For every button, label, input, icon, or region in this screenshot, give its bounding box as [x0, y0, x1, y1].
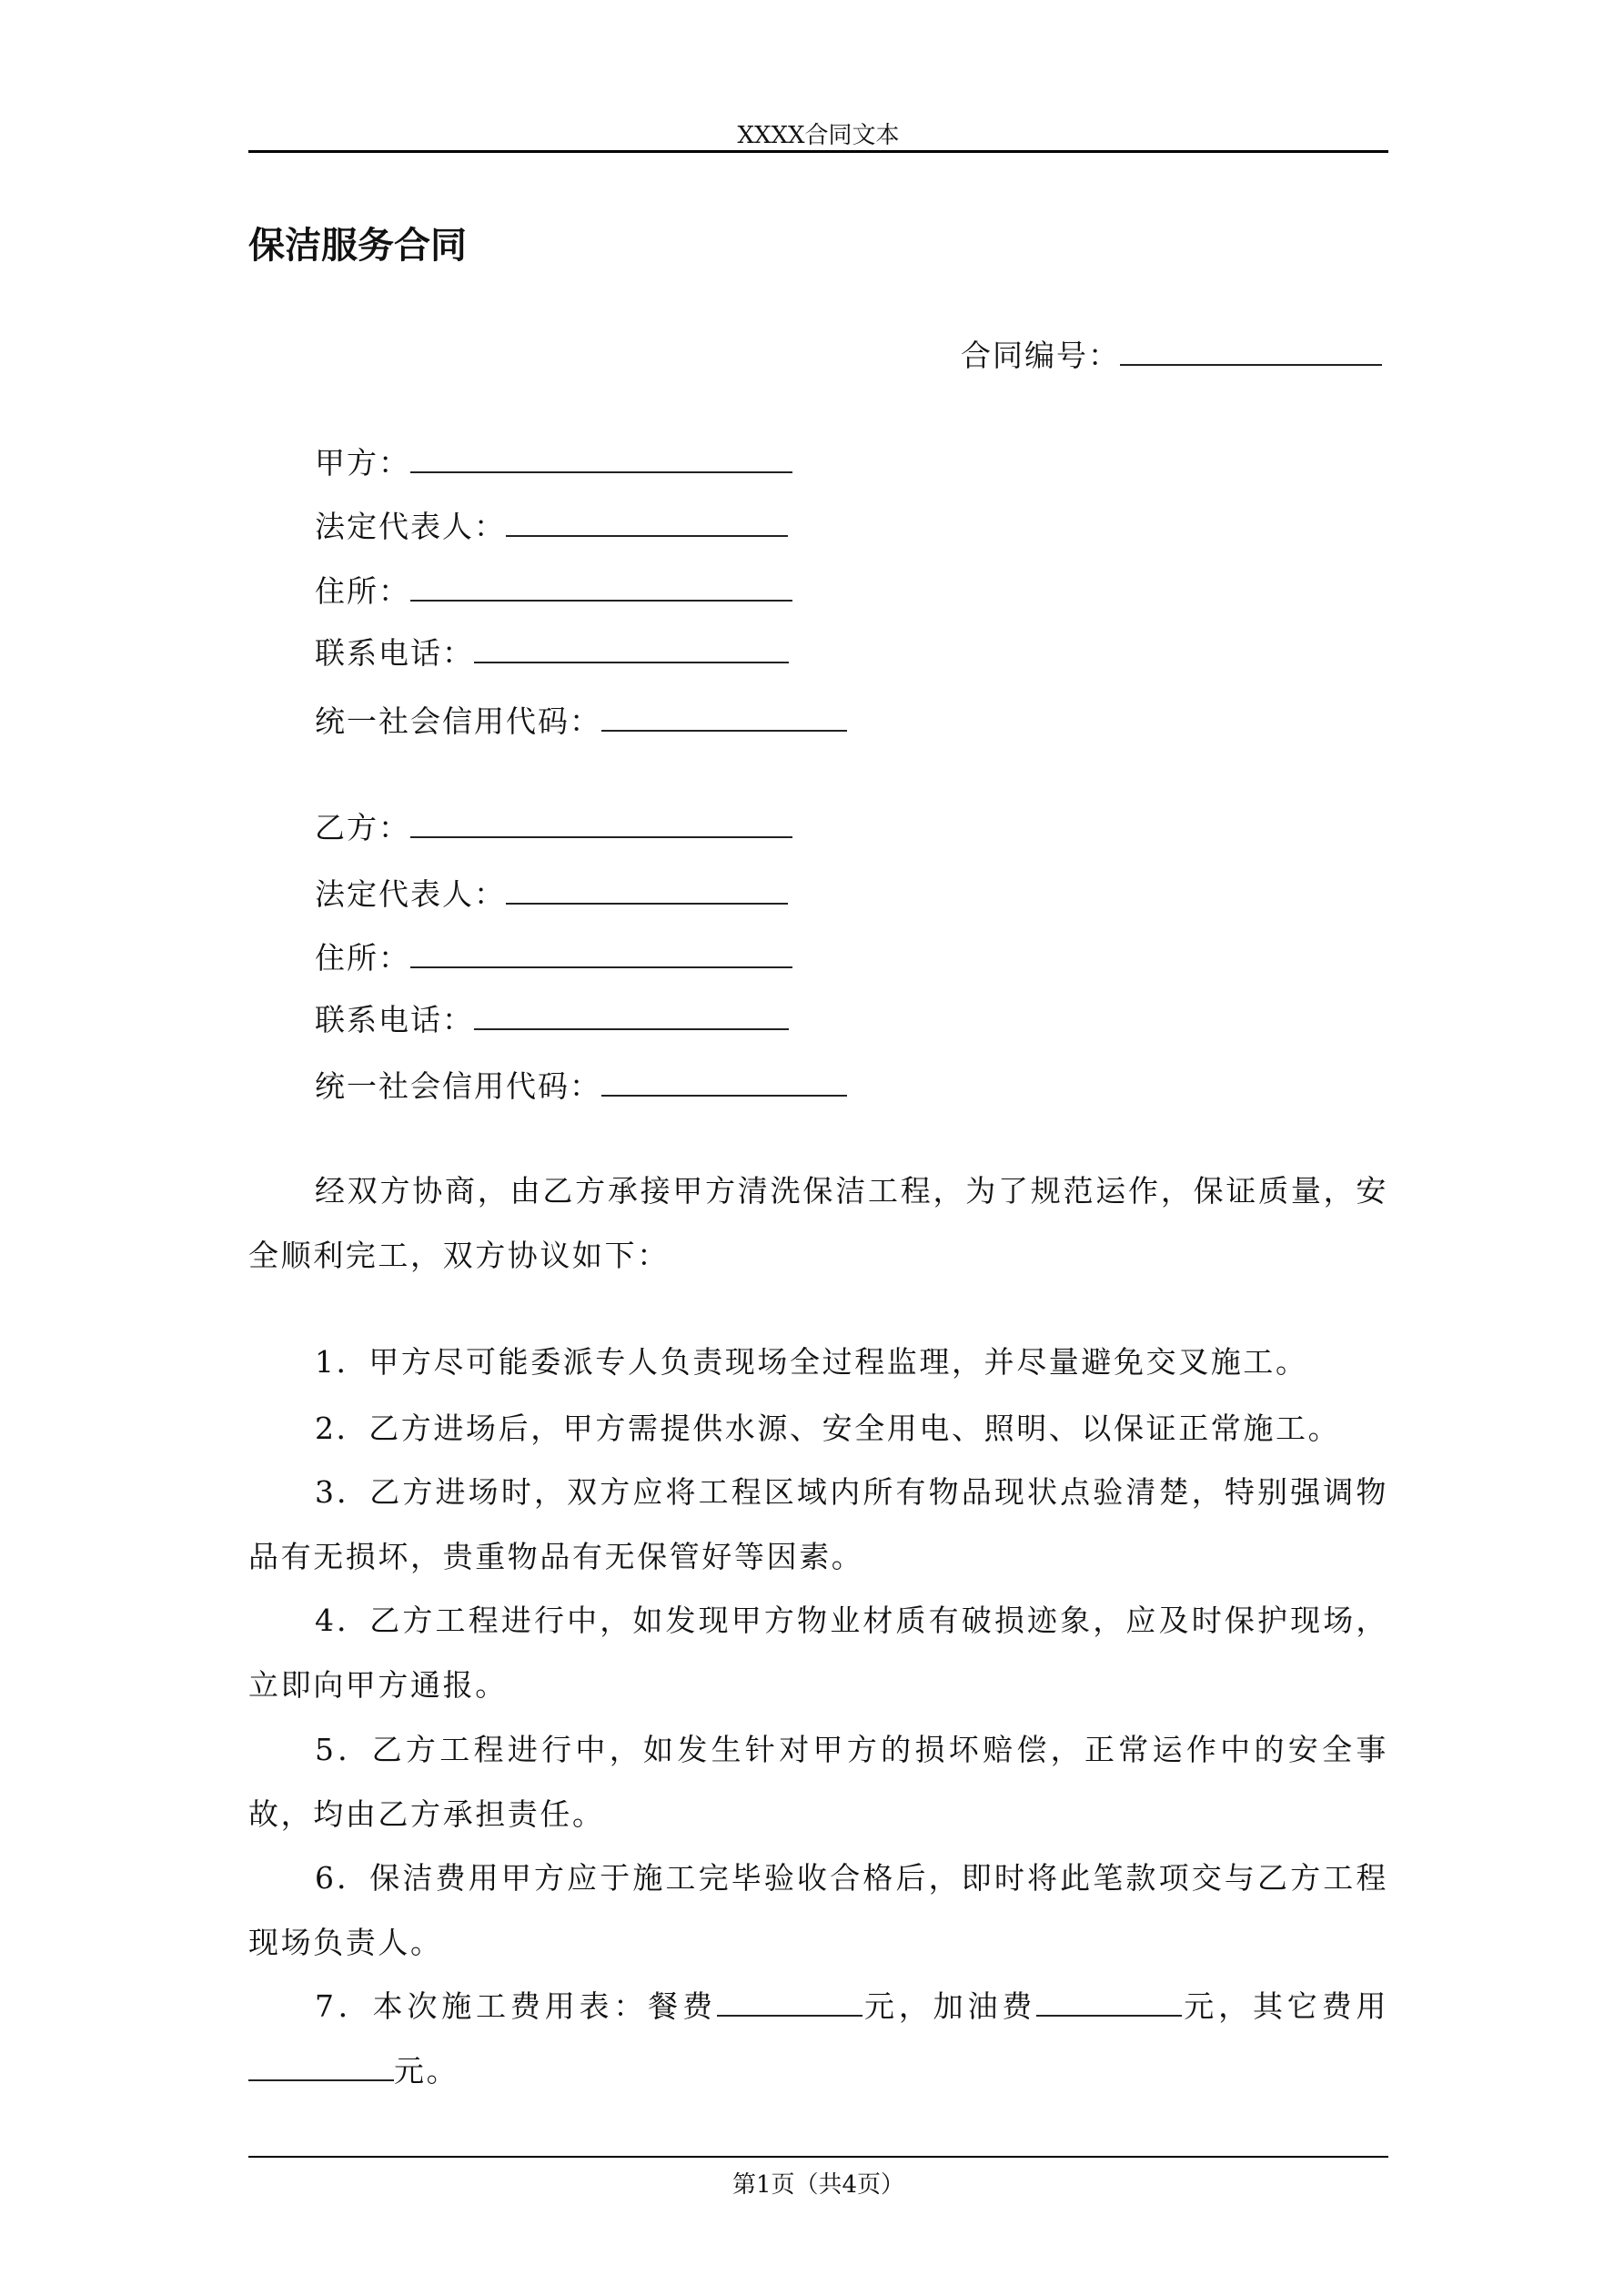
- field-blank[interactable]: [410, 807, 792, 838]
- field-label: 甲方：: [315, 445, 410, 480]
- party-b-name: [315, 807, 792, 848]
- clause-7-text: 元，加油费: [862, 1988, 1037, 2024]
- field-label: 乙方：: [315, 810, 410, 845]
- page-footer: 第1页（共4页）: [731, 2171, 905, 2199]
- party-a-address: [315, 571, 792, 612]
- contract-number-blank[interactable]: [1120, 335, 1382, 366]
- party-b-phone: [315, 999, 789, 1040]
- fuel-fee-blank[interactable]: [1036, 1986, 1182, 2017]
- other-fee-blank[interactable]: [248, 2050, 394, 2081]
- clause-4: 4．乙方工程进行中，如发现甲方物业材质有破损迹象，应及时保护现场，立即向甲方通报。: [248, 1603, 1388, 1703]
- field-blank[interactable]: [601, 1066, 847, 1097]
- field-blank[interactable]: [410, 571, 792, 602]
- clause-7-text: 元，其它费用: [1182, 1988, 1388, 2024]
- field-label: 统一社会信用代码：: [315, 1068, 601, 1104]
- party-b-credit-code: [315, 1066, 847, 1107]
- contract-number-label: 合同编号：: [961, 338, 1120, 373]
- intro-paragraph: 经双方协商，由乙方承接甲方清洗保洁工程，为了规范运作，保证质量，安全顺利完工，双方协议如下：: [248, 1173, 1388, 1273]
- field-label: 法定代表人：: [315, 509, 506, 544]
- party-b-address: [315, 937, 792, 978]
- party-a-rep: [315, 506, 788, 547]
- clause-7: [248, 1974, 1388, 2103]
- field-label: 联系电话：: [315, 1002, 474, 1037]
- field-label: 统一社会信用代码：: [315, 703, 601, 739]
- clause-6: 6．保洁费用甲方应于施工完毕验收合格后，即时将此笔款项交与乙方工程现场负责人。: [248, 1860, 1388, 1960]
- field-label: 住所：: [315, 940, 410, 976]
- clause-1: 1．甲方尽可能委派专人负责现场全过程监理，并尽量避免交叉施工。: [315, 1344, 1308, 1380]
- clause-7-text: 7．本次施工费用表：餐费: [315, 1988, 717, 2024]
- field-blank[interactable]: [410, 937, 792, 968]
- field-label: 联系电话：: [315, 635, 474, 671]
- clause-5: 5．乙方工程进行中，如发生针对甲方的损坏赔偿，正常运作中的安全事故，均由乙方承担责任。: [248, 1732, 1388, 1832]
- field-blank[interactable]: [506, 874, 788, 905]
- field-blank[interactable]: [506, 506, 788, 537]
- clause-7-text: 元。: [394, 2053, 459, 2089]
- clause-3: 3．乙方进场时，双方应将工程区域内所有物品现状点验清楚，特别强调物品有无损坏，贵重物品有无保管好等因素。: [248, 1474, 1388, 1574]
- field-blank[interactable]: [474, 999, 789, 1030]
- field-blank[interactable]: [601, 701, 847, 732]
- clause-2: 2．乙方进场后，甲方需提供水源、安全用电、照明、以保证正常施工。: [315, 1411, 1341, 1446]
- field-label: 法定代表人：: [315, 876, 506, 912]
- field-blank[interactable]: [474, 632, 789, 663]
- meal-fee-blank[interactable]: [717, 1986, 862, 2017]
- field-blank[interactable]: [410, 442, 792, 473]
- document-title: 保洁服务合同: [248, 225, 467, 267]
- contract-number: [961, 335, 1382, 376]
- party-a-credit-code: [315, 701, 847, 742]
- header-divider: [248, 150, 1388, 153]
- party-a-phone: [315, 632, 789, 673]
- field-label: 住所：: [315, 573, 410, 609]
- party-b-rep: [315, 874, 788, 915]
- footer-divider: [248, 2156, 1388, 2158]
- party-a-name: [315, 442, 792, 483]
- page-header: XXXX合同文本: [737, 122, 900, 149]
